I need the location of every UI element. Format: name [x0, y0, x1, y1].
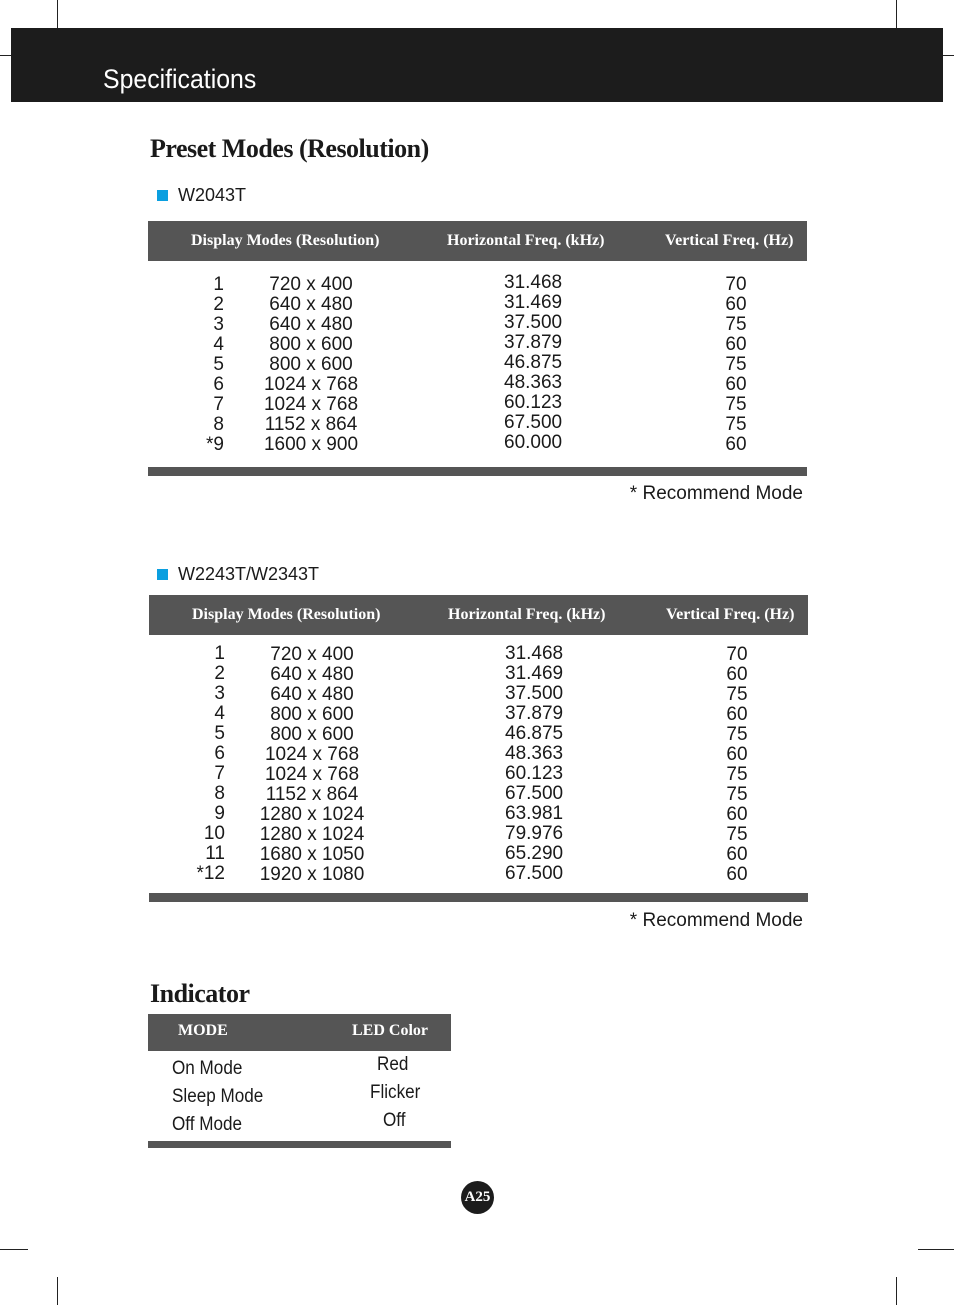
cell-resolution: 640 x 480	[269, 294, 353, 315]
cell-horizontal-freq: 67.500	[504, 412, 563, 433]
cell-horizontal-freq: 46.875	[505, 723, 564, 744]
cell-resolution: 1280 x 1024	[259, 804, 365, 825]
cell-horizontal-freq: 63.981	[505, 803, 564, 824]
indicator-led-color: Red	[377, 1054, 409, 1075]
col-number	[189, 644, 225, 884]
table-bottom-rule	[148, 467, 807, 476]
cell-number: 4	[214, 703, 225, 724]
cell-number: 3	[214, 683, 225, 704]
cell-resolution: 800 x 600	[270, 724, 354, 745]
cell-horizontal-freq: 65.290	[505, 843, 564, 864]
cell-horizontal-freq: 60.123	[505, 763, 564, 784]
cell-vertical-freq: 75	[726, 684, 748, 705]
col-resolution	[252, 645, 372, 885]
cell-vertical-freq: 60	[726, 804, 748, 825]
col-vertical-freq	[712, 645, 762, 885]
table-bottom-rule	[149, 893, 808, 902]
cell-number: 3	[213, 314, 224, 335]
indicator-mode: Off Mode	[172, 1114, 243, 1135]
recommend-mode-note: * Recommend Mode	[629, 483, 803, 504]
cell-horizontal-freq: 37.500	[505, 683, 564, 704]
cell-number: 11	[205, 843, 225, 864]
table-header	[148, 221, 807, 261]
cell-resolution: 1920 x 1080	[259, 864, 365, 885]
cell-horizontal-freq: 46.875	[504, 352, 563, 373]
preset-modes-title: Preset Modes (Resolution)	[150, 134, 429, 163]
cell-resolution: 1152 x 864	[265, 784, 359, 805]
cell-vertical-freq: 60	[726, 744, 748, 765]
indicator-led-color: Off	[383, 1110, 406, 1131]
crop-mark	[896, 1277, 897, 1305]
cell-horizontal-freq: 67.500	[505, 783, 564, 804]
cell-resolution: 720 x 400	[270, 644, 354, 665]
model-label	[157, 185, 246, 206]
header-band	[11, 28, 943, 102]
crop-mark	[0, 55, 11, 56]
cell-resolution: 1024 x 768	[263, 394, 359, 415]
cell-number: *9	[206, 434, 224, 455]
cell-resolution: 1024 x 768	[264, 744, 360, 765]
square-bullet-icon	[157, 190, 168, 201]
crop-mark	[57, 1277, 58, 1305]
col-header-mode: MODE	[178, 1022, 228, 1039]
cell-horizontal-freq: 37.879	[505, 703, 564, 724]
cell-resolution: 800 x 600	[269, 354, 353, 375]
cell-vertical-freq: 60	[726, 704, 748, 725]
indicator-led-color: Flicker	[370, 1082, 421, 1103]
crop-mark	[943, 55, 954, 56]
table-body	[149, 644, 808, 886]
cell-number: 7	[214, 763, 225, 784]
col-vertical-freq	[711, 275, 761, 455]
cell-horizontal-freq: 31.468	[505, 643, 564, 664]
cell-vertical-freq: 75	[725, 394, 747, 415]
col-header-vertical-freq: Vertical Freq. (Hz)	[665, 232, 794, 249]
cell-number: 2	[214, 663, 225, 684]
cell-resolution: 640 x 480	[269, 314, 353, 335]
cell-vertical-freq: 75	[725, 314, 747, 335]
cell-number: 7	[213, 394, 224, 415]
col-horizontal-freq	[505, 644, 605, 884]
col-header-led-color: LED Color	[352, 1022, 428, 1039]
indicator-mode: Sleep Mode	[172, 1086, 264, 1107]
col-resolution	[251, 275, 371, 455]
cell-horizontal-freq: 37.500	[504, 312, 563, 333]
cell-number: 1	[214, 643, 225, 664]
cell-vertical-freq: 60	[726, 864, 748, 885]
cell-number: 5	[214, 723, 225, 744]
page-number-badge: A25	[461, 1181, 494, 1214]
cell-number: *12	[196, 863, 225, 884]
cell-horizontal-freq: 60.000	[504, 432, 563, 453]
indicator-title: Indicator	[150, 979, 250, 1008]
cell-resolution: 1024 x 768	[263, 374, 359, 395]
cell-resolution: 1024 x 768	[264, 764, 360, 785]
cell-horizontal-freq: 31.468	[504, 272, 563, 293]
cell-number: 10	[203, 823, 225, 844]
cell-vertical-freq: 75	[726, 784, 748, 805]
cell-horizontal-freq: 79.976	[505, 823, 564, 844]
cell-horizontal-freq: 31.469	[504, 292, 563, 313]
cell-horizontal-freq: 37.879	[504, 332, 563, 353]
page-header-title: Specifications	[103, 64, 257, 94]
cell-number: 5	[213, 354, 224, 375]
cell-vertical-freq: 60	[725, 434, 747, 455]
cell-horizontal-freq: 48.363	[504, 372, 563, 393]
crop-mark	[57, 0, 58, 28]
crop-mark	[0, 1249, 28, 1250]
cell-vertical-freq: 75	[725, 354, 747, 375]
cell-vertical-freq: 75	[726, 764, 748, 785]
square-bullet-icon	[157, 569, 168, 580]
cell-horizontal-freq: 67.500	[505, 863, 564, 884]
cell-resolution: 1680 x 1050	[259, 844, 365, 865]
cell-horizontal-freq: 48.363	[505, 743, 564, 764]
cell-number: 4	[213, 334, 224, 355]
cell-number: 8	[214, 783, 225, 804]
cell-resolution: 1152 x 864	[264, 414, 358, 435]
cell-resolution: 800 x 600	[269, 334, 353, 355]
cell-vertical-freq: 70	[726, 644, 748, 665]
cell-resolution: 1280 x 1024	[259, 824, 365, 845]
cell-number: 9	[214, 803, 225, 824]
table-body	[148, 272, 807, 461]
crop-mark	[896, 0, 897, 28]
cell-resolution: 720 x 400	[269, 274, 353, 295]
cell-vertical-freq: 60	[725, 334, 747, 355]
cell-horizontal-freq: 60.123	[504, 392, 563, 413]
cell-vertical-freq: 75	[725, 414, 747, 435]
col-horizontal-freq	[504, 273, 604, 453]
col-header-horizontal-freq: Horizontal Freq. (kHz)	[448, 606, 606, 623]
recommend-mode-note: * Recommend Mode	[629, 910, 803, 931]
crop-mark	[918, 1249, 954, 1250]
cell-vertical-freq: 75	[726, 724, 748, 745]
cell-number: 6	[213, 374, 224, 395]
indicator-table-header	[148, 1014, 451, 1051]
col-header-vertical-freq: Vertical Freq. (Hz)	[666, 606, 795, 623]
indicator-mode: On Mode	[172, 1058, 243, 1079]
model-label	[157, 564, 319, 585]
cell-resolution: 640 x 480	[270, 684, 354, 705]
col-header-horizontal-freq: Horizontal Freq. (kHz)	[447, 232, 605, 249]
cell-vertical-freq: 60	[726, 664, 748, 685]
cell-vertical-freq: 60	[726, 844, 748, 865]
col-header-display-modes: Display Modes (Resolution)	[191, 232, 380, 249]
cell-number: 6	[214, 743, 225, 764]
cell-vertical-freq: 60	[725, 294, 747, 315]
model-name: W2243T/W2343T	[178, 564, 320, 584]
cell-vertical-freq: 75	[726, 824, 748, 845]
model-name: W2043T	[178, 185, 247, 205]
indicator-bottom-rule	[148, 1141, 451, 1148]
cell-resolution: 640 x 480	[270, 664, 354, 685]
col-header-display-modes: Display Modes (Resolution)	[192, 606, 381, 623]
cell-number: 8	[213, 414, 224, 435]
cell-resolution: 800 x 600	[270, 704, 354, 725]
col-number	[188, 275, 224, 455]
table-header	[149, 595, 808, 635]
cell-number: 2	[213, 294, 224, 315]
cell-vertical-freq: 60	[725, 374, 747, 395]
cell-horizontal-freq: 31.469	[505, 663, 564, 684]
cell-resolution: 1600 x 900	[263, 434, 359, 455]
cell-number: 1	[213, 274, 224, 295]
cell-vertical-freq: 70	[725, 274, 747, 295]
